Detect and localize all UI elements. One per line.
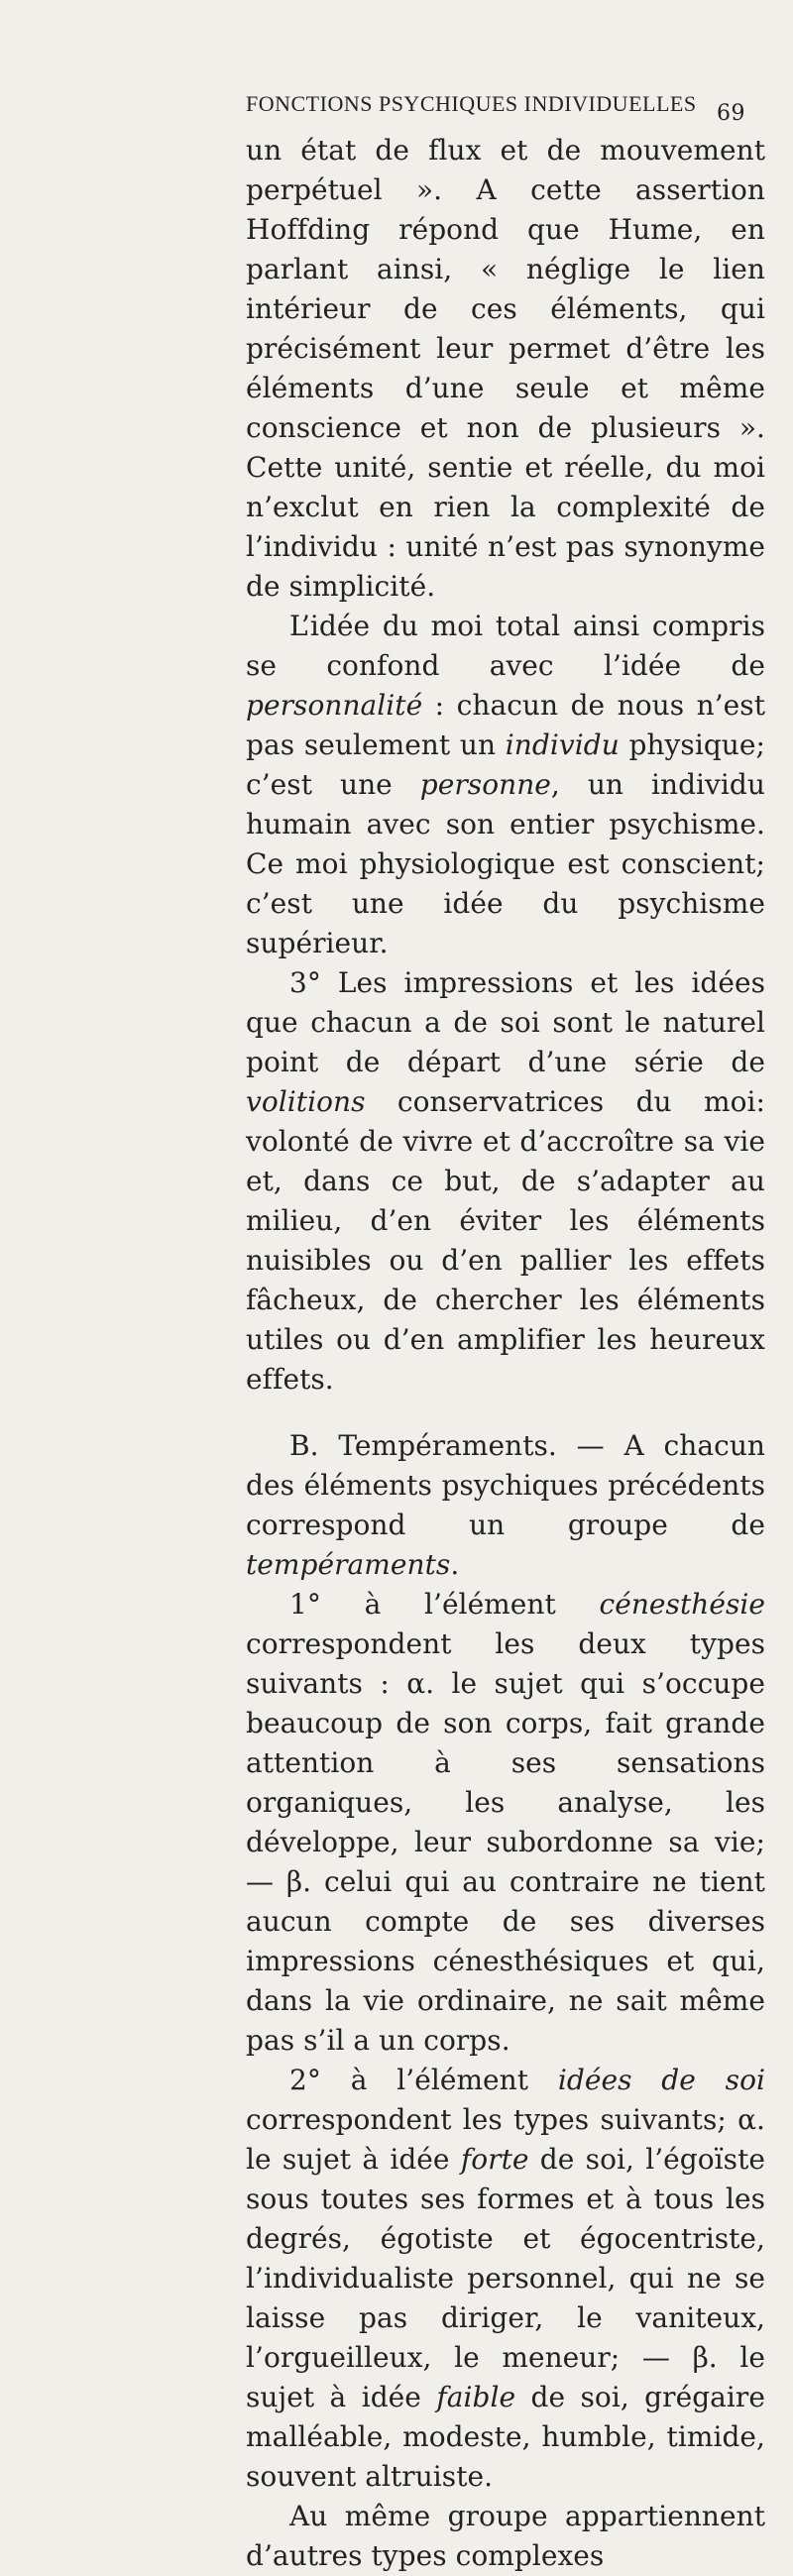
text-segment: L’idée du moi total ainsi compris se confond avec l’idée de (246, 610, 765, 682)
italic-text: faible (436, 2381, 516, 2413)
text-segment: B. Tempéraments. — A chacun des éléments psychiques précédents correspond un groupe de (246, 1429, 765, 1541)
text-segment: . (450, 1548, 460, 1581)
paragraph (246, 963, 765, 1400)
italic-text: tempéraments (246, 1548, 451, 1581)
text-segment: de soi, grégaire malléable, modeste, humble, timide, souvent altruiste. (246, 2381, 765, 2493)
paragraph (246, 131, 765, 607)
italic-text: individu (505, 728, 620, 761)
running-head (246, 89, 745, 126)
running-head-title: FONCTIONS PSYCHIQUES INDIVIDUELLES (246, 91, 697, 116)
text-segment: physique; c’est une (246, 728, 765, 801)
page-number: 69 (717, 101, 745, 126)
text-segment: conservatrices du moi: volonté de vivre et d’accroître sa vie et, dans ce but, de s’adapter au milieu, d’en éviter les éléments nuisibles ou d’en pallier les effets fâcheux, de chercher les éléments utiles ou d’en amplifier les heureux effets. (246, 1085, 765, 1396)
italic-text: idées de soi (557, 2064, 765, 2096)
paragraph (246, 1585, 765, 2061)
text-segment: , un individu humain avec son entier psychisme. Ce moi physiologique est conscient; c’est une idée du psychisme supérieur. (246, 768, 765, 959)
text-segment: 1° à l’élément (289, 1588, 600, 1621)
text-segment: correspondent les types suivants; α. le sujet à idée (246, 2103, 765, 2176)
italic-text: personne (419, 768, 551, 801)
paragraph (246, 607, 765, 963)
text-segment: 2° à l’élément (289, 2064, 558, 2096)
text-segment: : chacun de nous n’est pas seulement un (246, 689, 765, 761)
body-text (246, 131, 765, 2576)
italic-text: volitions (246, 1085, 366, 1118)
italic-text: personnalité (246, 689, 423, 722)
text-segment: 3° Les impressions et les idées que chacun a de soi sont le naturel point de départ d’une série de (246, 966, 765, 1078)
section-heading-paragraph (246, 1426, 765, 1585)
italic-text: forte (460, 2143, 529, 2176)
paragraph (246, 2497, 765, 2576)
text-segment: un état de flux et de mouvement perpétuel ». A cette assertion Hoffding répond que Hume, en parlant ainsi, « néglige le lien intérieur de ces éléments, qui précisément leur permet d’être les éléments d’une seule et même conscience et non de plusieurs ». Cette unité, sentie et réelle, du moi n’exclut en rien la complexité de l’individu : unité n’est pas synonyme de simplicité. (246, 134, 765, 603)
text-segment: correspondent les deux types suivants : α. le sujet qui s’occupe beaucoup de son corps, fait grande attention à ses sensations organiques, les analyse, les développe, leur subordonne sa vie; — β. celui qui au contraire ne tient aucun compte de ses diverses impressions cénesthésiques et qui, dans la vie ordinaire, ne sait même pas s’il a un corps. (246, 1627, 765, 2057)
paragraph (246, 2061, 765, 2497)
text-segment: Au même groupe appartiennent d’autres types complexes (246, 2500, 765, 2572)
text-segment: de soi, l’égoïste sous toutes ses formes et à tous les degrés, égotiste et égocentriste, l’individualiste personnel, qui ne se laisse pas diriger, le vaniteux, l’orgueilleux, le meneur; — β. le sujet à idée (246, 2143, 766, 2413)
italic-text: cénesthésie (599, 1588, 765, 1621)
